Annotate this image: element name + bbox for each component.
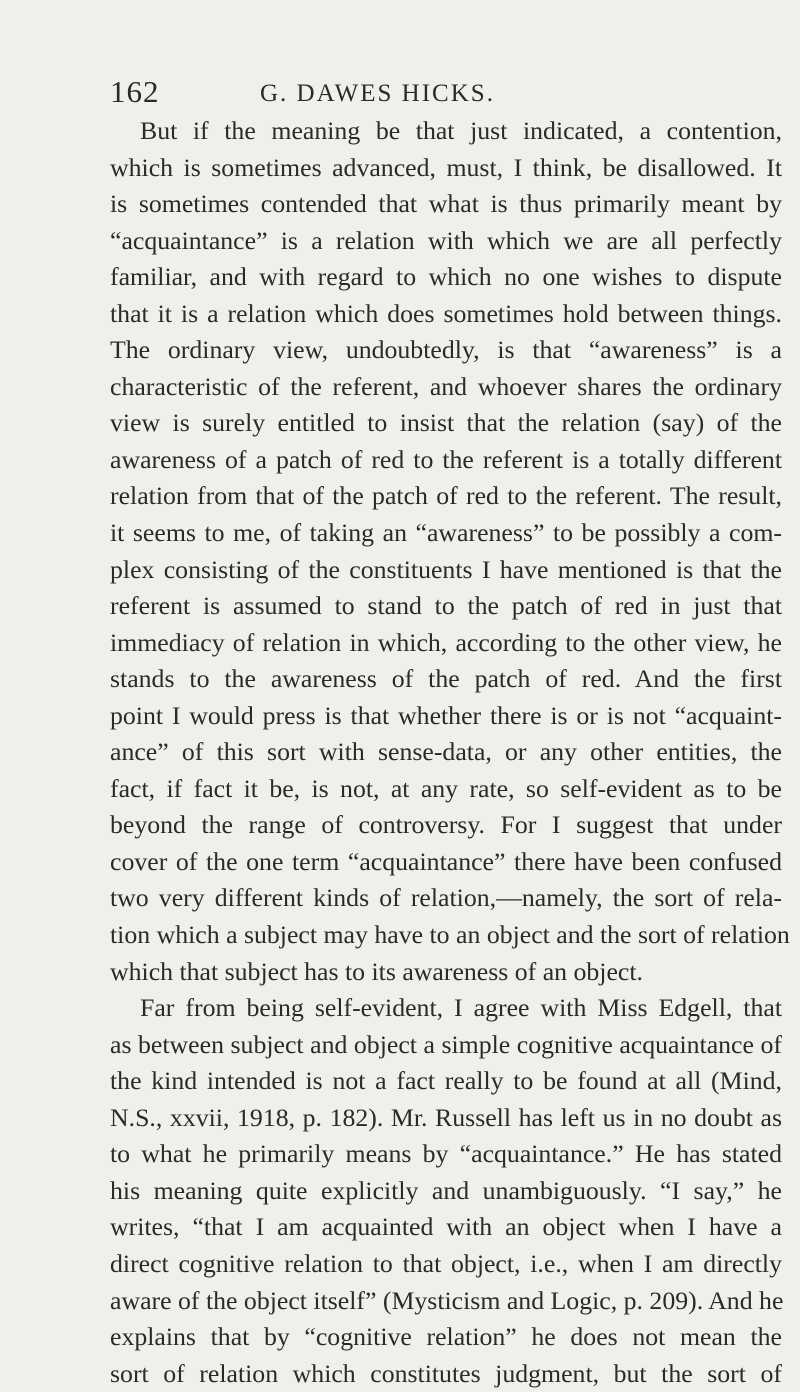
text-line: as between subject and object a simple cognitive acquaintance of: [110, 1029, 782, 1059]
text-line: awareness of a patch of red to the referent is a totally different: [110, 444, 782, 474]
text-line: But if the meaning be that just indicated, a contention,: [140, 116, 782, 145]
text-line: two very different kinds of relation,—namely, the sort of rela-: [110, 883, 782, 913]
text-line: relation from that of the patch of red to the referent. The result,: [110, 481, 782, 511]
text-line: familiar, and with regard to which no one wishes to dispute: [110, 262, 782, 292]
text-line: it seems to me, of taking an “awareness” to be possibly a com-: [110, 518, 782, 548]
text-line: fact, if fact it be, is not, at any rate, so self-evident as to be: [110, 773, 782, 803]
text-line: beyond the range of controversy. For I suggest that under: [110, 810, 782, 840]
text-line: plex consisting of the constituents I have mentioned is that the: [110, 554, 782, 584]
text-line: is sometimes contended that what is thus primarily meant by: [110, 189, 782, 219]
body-text: [110, 113, 790, 1392]
text-line: that it is a relation which does sometimes hold between things.: [110, 298, 782, 328]
text-line: N.S., xxvii, 1918, p. 182). Mr. Russell has left us in no doubt as: [110, 1102, 782, 1132]
text-line: direct cognitive relation to that object, i.e., when I am directly: [110, 1248, 782, 1278]
text-line: The ordinary view, undoubtedly, is that “awareness” is a: [110, 335, 782, 365]
paragraph-1: [110, 113, 790, 990]
text-line: cover of the one term “acquaintance” there have been confused: [110, 846, 782, 876]
text-line: his meaning quite explicitly and unambiguously. “I say,” he: [110, 1175, 782, 1205]
text-line: explains that by “cognitive relation” he does not mean the: [110, 1322, 782, 1352]
text-line: immediacy of relation in which, according to the other view, he: [110, 627, 782, 657]
text-line: tion which a subject may have to an object and the sort of relation: [110, 920, 790, 950]
text-line: stands to the awareness of the patch of red. And the first: [110, 664, 782, 694]
text-line: characteristic of the referent, and whoever shares the ordinary: [110, 371, 782, 401]
text-line: which that subject has to its awareness of an object.: [110, 956, 643, 986]
text-line: aware of the object itself” (Mysticism and Logic, p. 209). And he: [110, 1285, 784, 1315]
text-line: the kind intended is not a fact really to be found at all (Mind,: [110, 1066, 782, 1096]
paragraph-2: [110, 990, 782, 1392]
running-head-title: G. DAWES HICKS.: [260, 80, 495, 107]
text-line: Far from being self-evident, I agree with Miss Edgell, that: [140, 993, 782, 1023]
page-number: 162: [110, 74, 160, 109]
running-head: [110, 74, 800, 114]
text-line: writes, “that I am acquainted with an object when I have a: [110, 1212, 782, 1242]
text-line: which is sometimes advanced, must, I think, be disallowed. It: [110, 152, 782, 182]
text-line: referent is assumed to stand to the patch of red in just that: [110, 591, 782, 621]
text-line: view is surely entitled to insist that the relation (say) of the: [110, 408, 782, 438]
text-line: ance” of this sort with sense-data, or any other entities, the: [110, 737, 782, 767]
text-line: point I would press is that whether there is or is not “acquaint-: [110, 700, 782, 730]
text-line: “acquaintance” is a relation with which we are all perfectly: [110, 225, 782, 255]
text-line: sort of relation which constitutes judgment, but the sort of: [110, 1358, 782, 1388]
text-line: to what he primarily means by “acquaintance.” He has stated: [110, 1139, 782, 1169]
